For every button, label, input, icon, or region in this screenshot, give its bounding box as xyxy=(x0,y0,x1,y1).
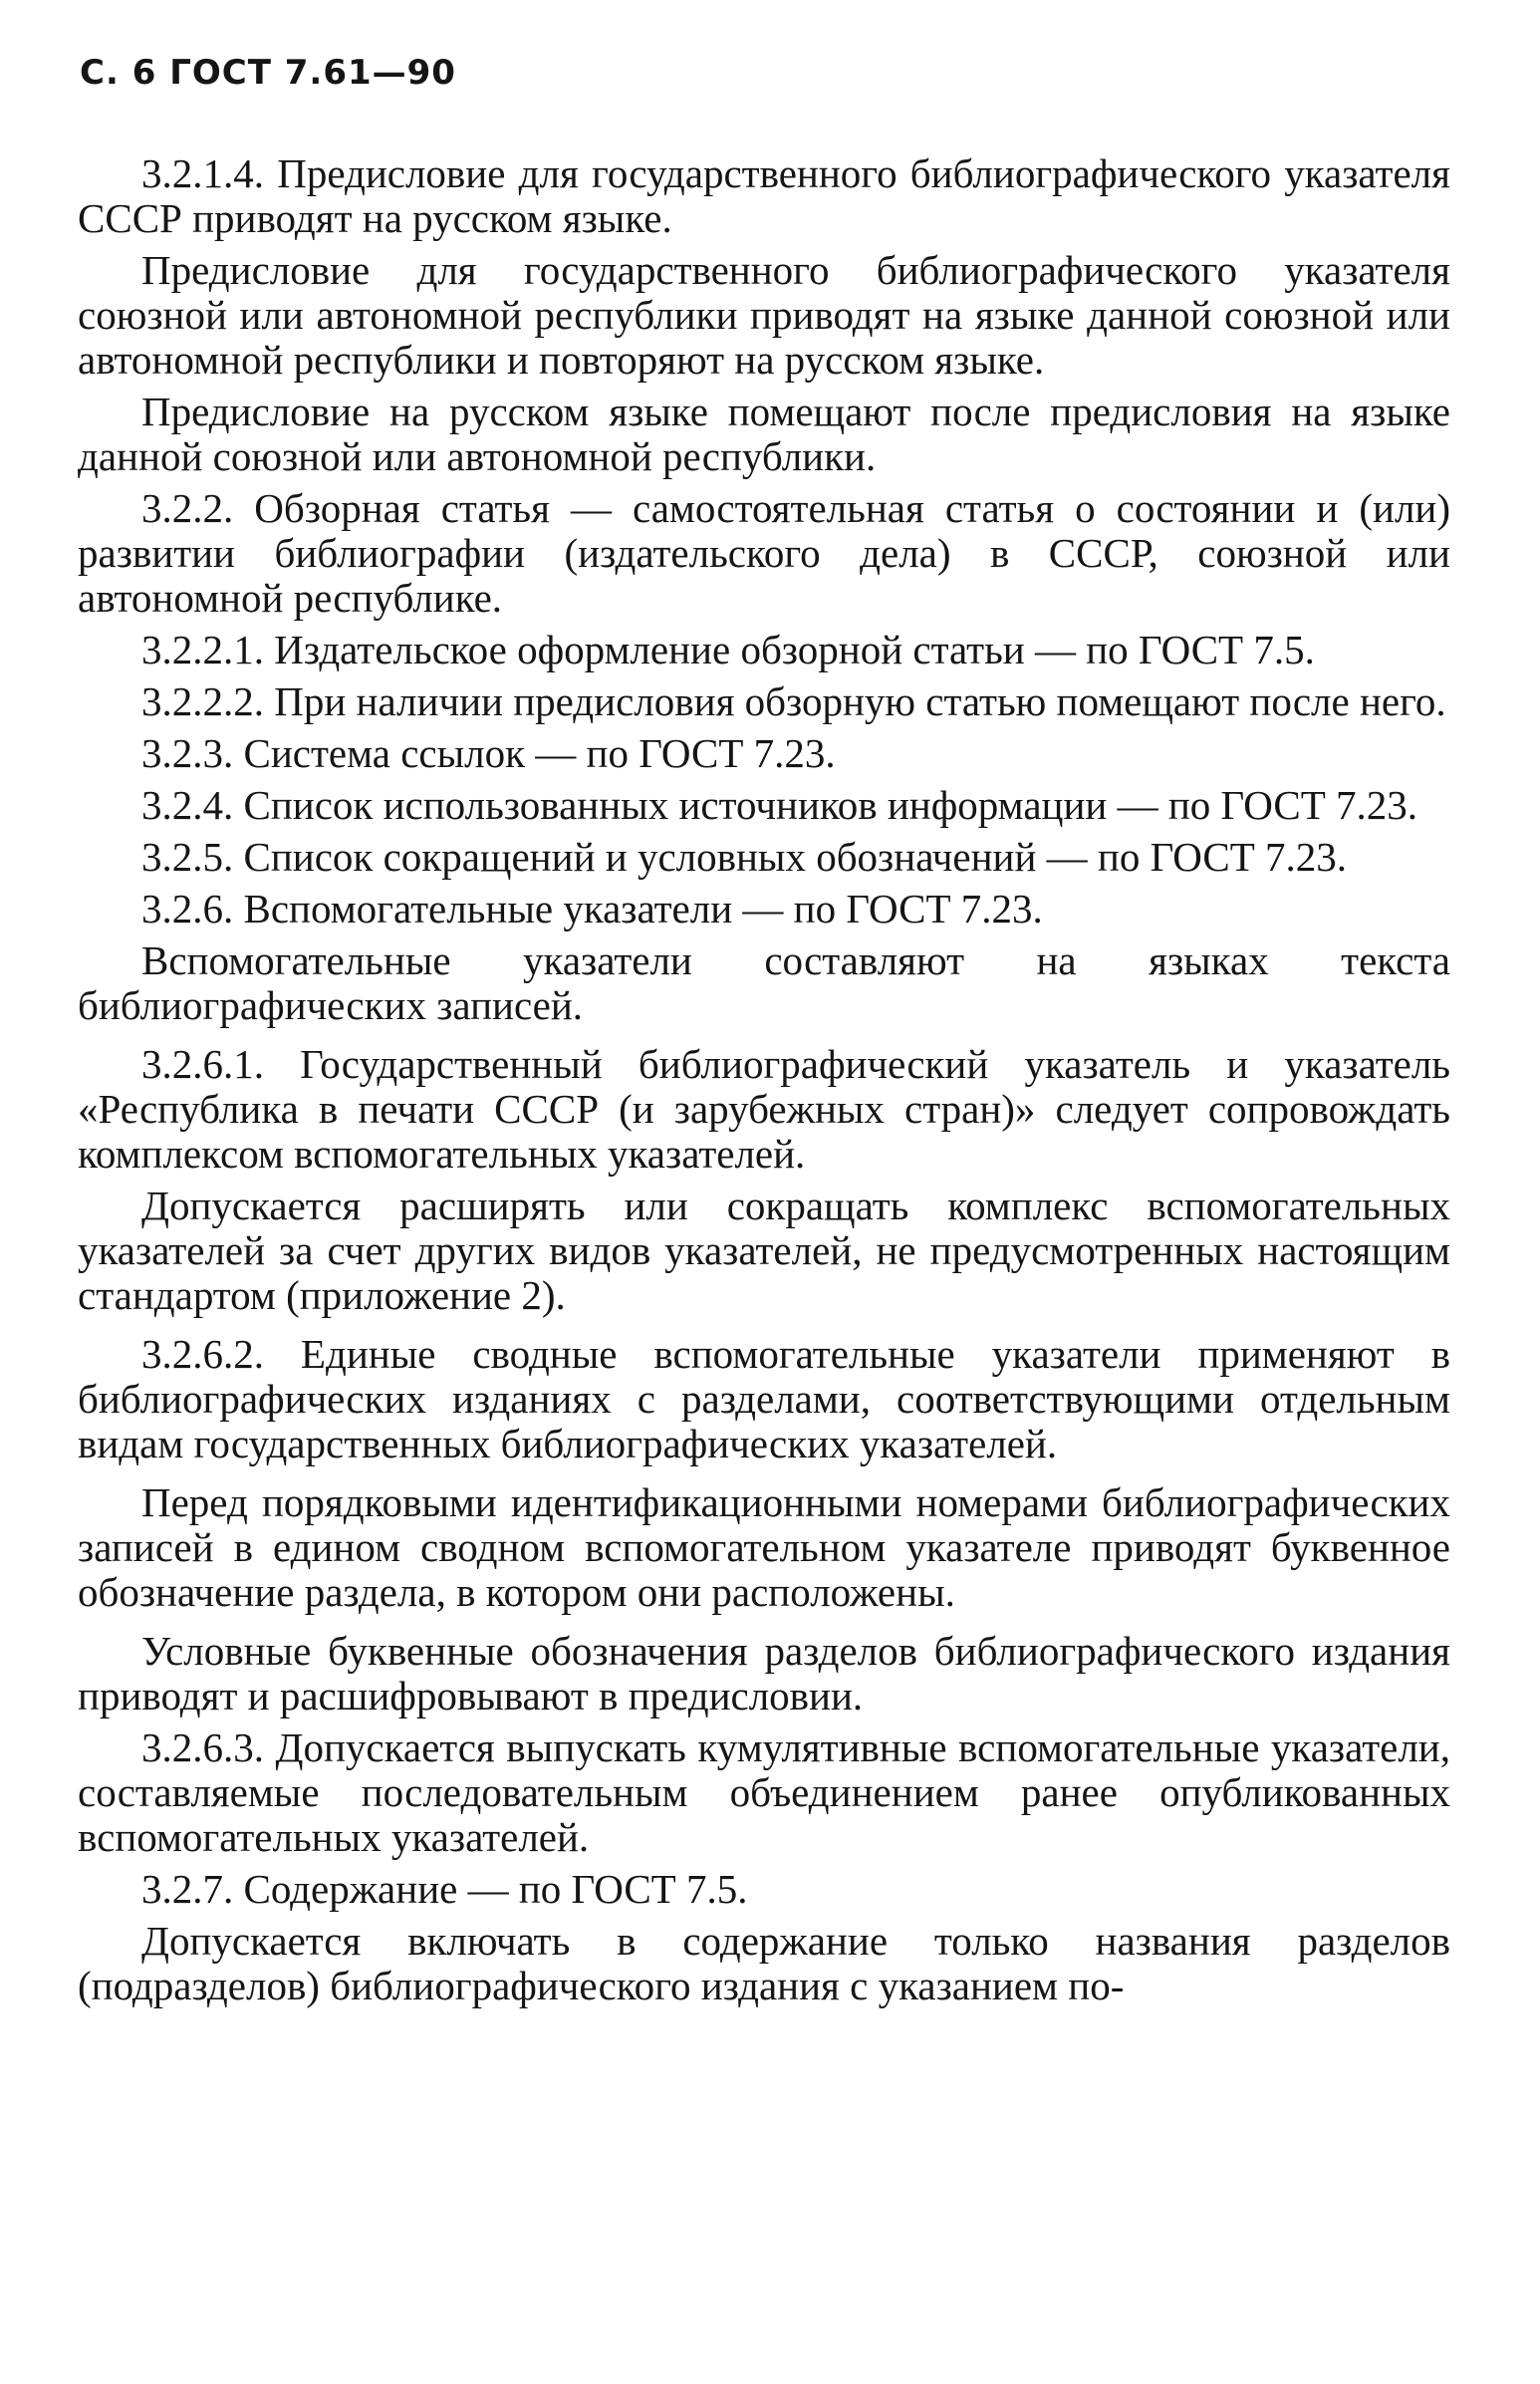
body-text xyxy=(78,151,1450,2008)
paragraph-indexes-languages: Вспомогательные указатели составляют на языках текста библиографических записей. xyxy=(78,937,1450,1028)
paragraph-3-2-7: 3.2.7. Содержание — по ГОСТ 7.5. xyxy=(141,1866,748,1912)
paragraph-preface-union-republic: Предисловие для государственного библиографического указателя союзной или автономной республики приводят на языке данной союзной или автономной республики и повторяют на русском языке. xyxy=(78,247,1450,383)
paragraph-3-2-2: 3.2.2. Обзорная статья — самостоятельная статья о состоянии и (или) развитии библиографии (издательского дела) в СССР, союзной или автономной республике. xyxy=(78,485,1450,621)
paragraph-preface-russian-placement: Предисловие на русском языке помещают после предисловия на языке данной союзной или автономной республики. xyxy=(78,389,1450,479)
paragraph-3-2-1-4: 3.2.1.4. Предисловие для государственного библиографического указателя СССР приводят на русском языке. xyxy=(78,150,1450,241)
paragraph-contents-sections: Допускается включать в содержание только названия разделов (подразделов) библиографического издания с указанием по- xyxy=(78,1918,1450,2008)
running-head: С. 6 ГОСТ 7.61—90 xyxy=(80,53,456,93)
paragraph-3-2-3: 3.2.3. Система ссылок — по ГОСТ 7.23. xyxy=(141,730,836,776)
paragraph-indexes-expand: Допускается расширять или сокращать комплекс вспомогательных указателей за счет других видов указателей, не предусмотренных настоящим стандартом (приложение 2). xyxy=(78,1183,1450,1318)
paragraph-3-2-4: 3.2.4. Список использованных источников информации — по ГОСТ 7.23. xyxy=(141,782,1417,828)
paragraph-letter-designation: Перед порядковыми идентификационными номерами библиографических записей в едином сводном вспомогательном указателе приводят буквенное обозначение раздела, в котором они расположены. xyxy=(78,1479,1450,1615)
paragraph-3-2-6-2: 3.2.6.2. Единые сводные вспомогательные указатели применяют в библиографических изданиях с разделами, соответствующими отдельным видам государственных библиографических указателей. xyxy=(78,1331,1450,1466)
paragraph-3-2-6: 3.2.6. Вспомогательные указатели — по ГОСТ 7.23. xyxy=(141,886,1043,931)
paragraph-3-2-2-2: 3.2.2.2. При наличии предисловия обзорную статью помещают после него. xyxy=(141,678,1446,724)
paragraph-3-2-6-3: 3.2.6.3. Допускается выпускать кумулятивные вспомогательные указатели, составляемые последовательным объединением ранее опубликованных вспомогательных указателей. xyxy=(78,1724,1450,1860)
paragraph-3-2-5: 3.2.5. Список сокращений и условных обозначений — по ГОСТ 7.23. xyxy=(141,834,1348,880)
document-page xyxy=(78,53,1450,2015)
paragraph-3-2-6-1: 3.2.6.1. Государственный библиографический указатель и указатель «Республика в печати СССР (и зарубежных стран)» следует сопровождать комплексом вспомогательных указателей. xyxy=(78,1041,1450,1177)
paragraph-3-2-2-1: 3.2.2.1. Издательское оформление обзорной статьи — по ГОСТ 7.5. xyxy=(141,627,1315,672)
paragraph-letter-decoding: Условные буквенные обозначения разделов библиографического издания приводят и расшифровывают в предисловии. xyxy=(78,1628,1450,1719)
